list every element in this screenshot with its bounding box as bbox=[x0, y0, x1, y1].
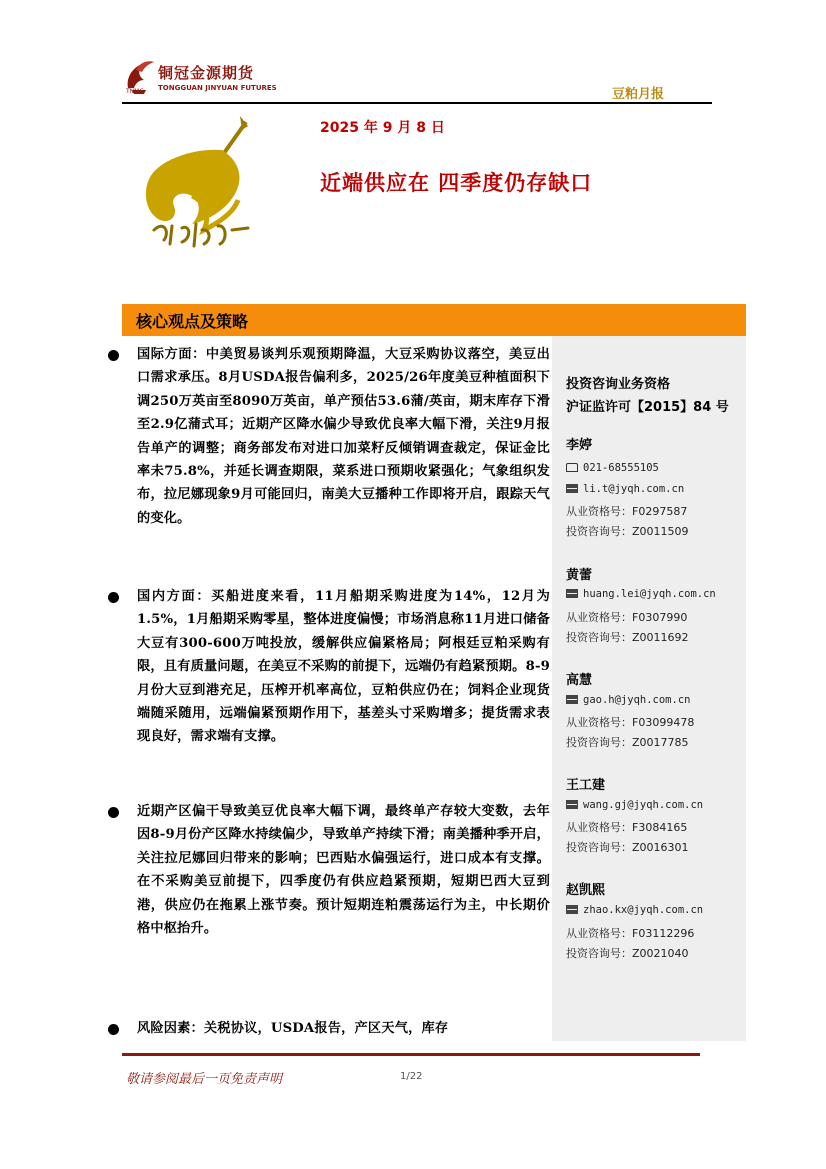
analyst-name: 李婷 bbox=[566, 438, 593, 453]
analyst-email[interactable]: li.t@jyqh.com.cn bbox=[566, 483, 684, 495]
analyst-name: 黄蕾 bbox=[566, 568, 593, 583]
report-date: 2025 年 9 月 8 日 bbox=[320, 120, 445, 136]
analyst-name: 赵凯熙 bbox=[566, 883, 606, 898]
bullet-text: 国际方面：中美贸易谈判乐观预期降温，大豆采购协议落空，美豆出口需求承压。8月USDA报告偏利多，2025/26年度美豆种植面积下调250万英亩至8090万英亩，单产预估53.6蒲/英亩，期末库存下滑至2.9亿蒲式耳；近期产区降水偏少导致优良率大幅下滑，关注9月报告单产的调整；商务部发布对进口加菜籽反倾销调查裁定，保证金比率未75.8%，并延长调查期限，菜系进口预期收紧强化；气象组织发布，拉尼娜现象9月可能回归，南美大豆播种工作即将开启，跟踪天气的变化。 bbox=[137, 347, 550, 526]
analyst-consult-number: 投资咨询号：Z0011509 bbox=[566, 525, 689, 538]
bullet-outlook bbox=[108, 800, 550, 940]
bullet-dot-icon bbox=[108, 807, 119, 818]
mail-icon bbox=[566, 484, 578, 493]
footer-disclaimer-link[interactable]: 敬请参阅最后一页免责声明 bbox=[126, 1072, 283, 1087]
analyst-email[interactable]: wang.gj@jyqh.com.cn bbox=[566, 799, 703, 811]
company-name-en: TONGGUAN JINYUAN FUTURES bbox=[158, 84, 277, 92]
mail-icon bbox=[566, 800, 578, 809]
analyst-email[interactable]: zhao.kx@jyqh.com.cn bbox=[566, 904, 703, 916]
report-title: 近端供应在 四季度仍存缺口 bbox=[320, 171, 593, 195]
mail-icon bbox=[566, 905, 578, 914]
analyst-consult-number: 投资咨询号：Z0016301 bbox=[566, 841, 689, 854]
mail-icon bbox=[566, 695, 578, 704]
analyst-consult-number: 投资咨询号：Z0021040 bbox=[566, 947, 689, 960]
analyst-name: 王工建 bbox=[566, 778, 606, 793]
analyst-email[interactable]: gao.h@jyqh.com.cn bbox=[566, 694, 690, 706]
company-name-cn: 铜冠金源期货 bbox=[158, 64, 255, 82]
bullet-dot-icon bbox=[108, 592, 119, 603]
analyst-email[interactable]: huang.lei@jyqh.com.cn bbox=[566, 588, 716, 600]
analyst-license: 从业资格号：F03099478 bbox=[566, 716, 695, 729]
bullet-dot-icon bbox=[108, 350, 119, 361]
qualification-title: 投资咨询业务资格 bbox=[566, 377, 671, 392]
section-title: 核心观点及策略 bbox=[136, 312, 249, 331]
bullet-dot-icon bbox=[108, 1024, 119, 1035]
footer-divider bbox=[122, 1053, 700, 1056]
bullet-text: 国内方面：买船进度来看，11月船期采购进度为14%，12月为1.5%，1月船期采购零星，整体进度偏慢；市场消息称11月进口储备大豆有300-600万吨投放，缓解供应偏紧格局；阿根廷豆粕采购有限，且有质量问题，在美豆不采购的前提下，远端仍有趋紧预期。8-9月份大豆到港充足，压榨开机率高位，豆粕供应仍在；饲料企业现货端随采随用，远端偏紧预期作用下，基差头寸采购增多；提货需求表现良好，需求端有支撑。 bbox=[137, 589, 550, 745]
section-header-bar bbox=[122, 304, 746, 336]
bullet-text: 近期产区偏干导致美豆优良率大幅下调，最终单产存较大变数，去年因8-9月份产区降水持续偏少，导致单产持续下滑；南美播种季开启，关注拉尼娜回归带来的影响；巴西贴水偏强运行，进口成本有支撑。在不采购美豆前提下，四季度仍有供应趋紧预期，短期巴西大豆到港，供应仍在拖累上涨节奏。预计短期连粕震荡运行为主，中长期价格中枢抬升。 bbox=[137, 804, 550, 937]
bullet-risk bbox=[108, 1017, 550, 1040]
analyst-license: 从业资格号：F03112296 bbox=[566, 927, 695, 940]
bullet-text: 风险因素：关税协议，USDA报告，产区天气，库存 bbox=[137, 1021, 449, 1036]
mail-icon bbox=[566, 589, 578, 598]
phone-icon bbox=[566, 463, 578, 472]
header-divider bbox=[122, 102, 712, 104]
company-abbr: TNMG bbox=[126, 88, 144, 95]
bullet-domestic bbox=[108, 585, 550, 749]
analyst-license: 从业资格号：F0297587 bbox=[566, 505, 688, 518]
analyst-name: 高慧 bbox=[566, 673, 593, 688]
report-type: 豆粕月报 bbox=[612, 87, 665, 102]
analyst-consult-number: 投资咨询号：Z0011692 bbox=[566, 631, 689, 644]
analyst-license: 从业资格号：F0307990 bbox=[566, 611, 688, 624]
analyst-license: 从业资格号：F3084165 bbox=[566, 821, 688, 834]
bullet-international bbox=[108, 343, 550, 530]
license-number: 沪证监许可【2015】84 号 bbox=[566, 400, 729, 415]
page-number: 1/22 bbox=[400, 1071, 423, 1082]
analyst-phone: 021-68555105 bbox=[566, 462, 659, 474]
tongling-emblem-icon bbox=[130, 112, 270, 287]
analyst-sidebar bbox=[552, 336, 746, 1041]
analyst-consult-number: 投资咨询号：Z0017785 bbox=[566, 736, 689, 749]
